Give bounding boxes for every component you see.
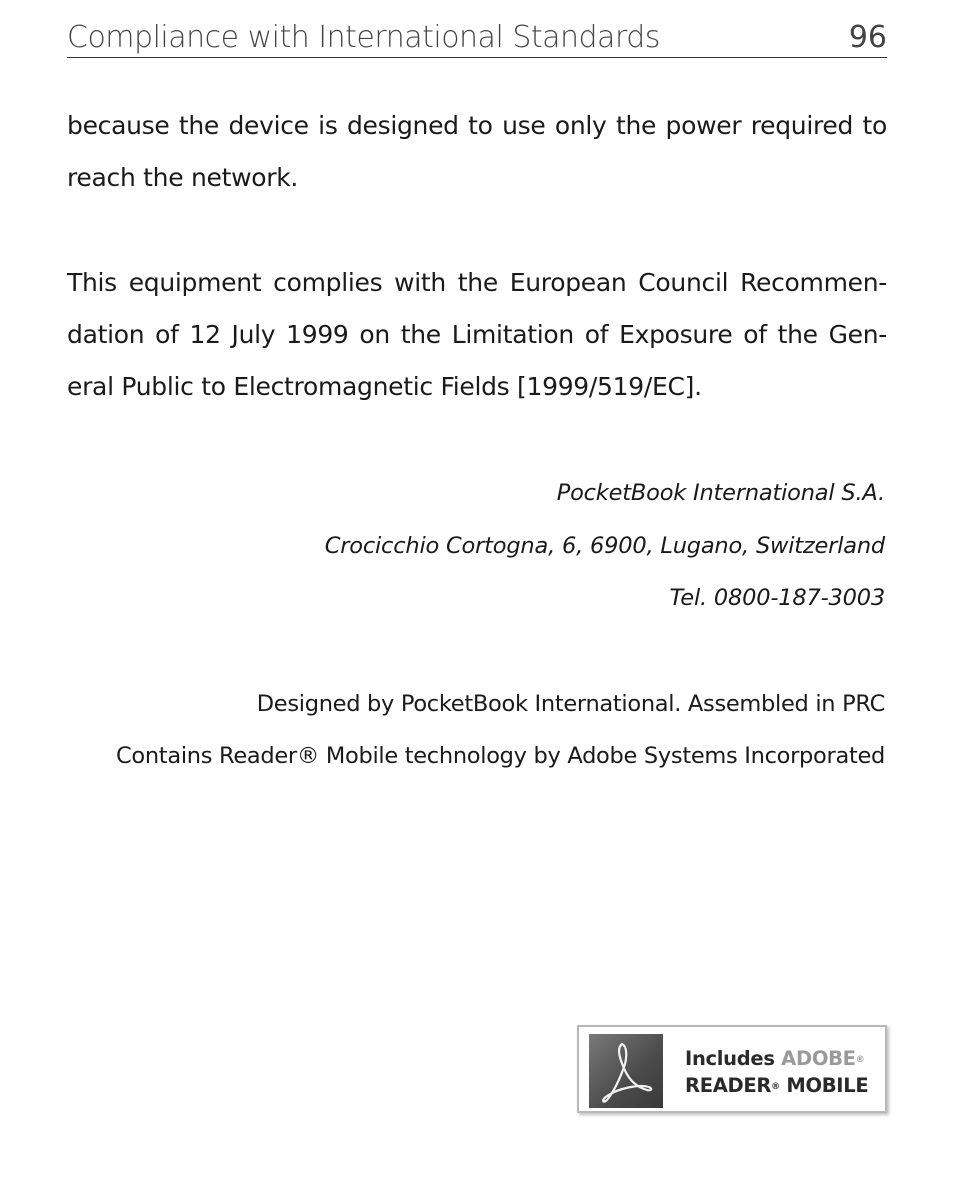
company-phone: Tel. 0800-187-3003 [669, 585, 885, 611]
adobe-reader-mobile-badge [577, 1025, 887, 1113]
badge-includes: Includes [685, 1047, 775, 1070]
badge-adobe: ADOBE [781, 1047, 856, 1070]
adobe-reader-logo-icon [589, 1034, 663, 1108]
paragraph-line: because the device is designed to use only the power required to [67, 111, 887, 140]
badge-registered-mark: ® [855, 1055, 865, 1065]
paragraph-power [67, 100, 887, 204]
badge-mobile: MOBILE [786, 1074, 869, 1097]
company-address [65, 467, 885, 625]
company-street: Crocicchio Cortogna, 6, 6900, Lugano, Switzerland [324, 532, 885, 559]
badge-text [685, 1045, 868, 1099]
paragraph-compliance [67, 257, 887, 413]
credits [65, 678, 885, 782]
paragraph-line: This equipment complies with the European Council Recommen- [67, 268, 887, 297]
adobe-technology-text: Contains Reader® Mobile technology by Adobe Systems Incorporated [115, 743, 885, 769]
designed-by-text: Designed by PocketBook International. Assembled in PRC [256, 691, 885, 717]
paragraph-line: reach the network. [67, 163, 299, 192]
paragraph-line: eral Public to Electromagnetic Fields [1999/519/EC]. [67, 372, 702, 401]
page-number: 96 [848, 20, 887, 55]
section-title: Compliance with International Standards [67, 20, 660, 55]
company-name: PocketBook International S.A. [556, 480, 885, 506]
badge-registered-mark: ® [771, 1082, 780, 1092]
paragraph-line: dation of 12 July 1999 on the Limitation of Exposure of the Gen- [67, 320, 887, 349]
badge-reader: READER [685, 1074, 772, 1097]
page-header [67, 18, 887, 58]
